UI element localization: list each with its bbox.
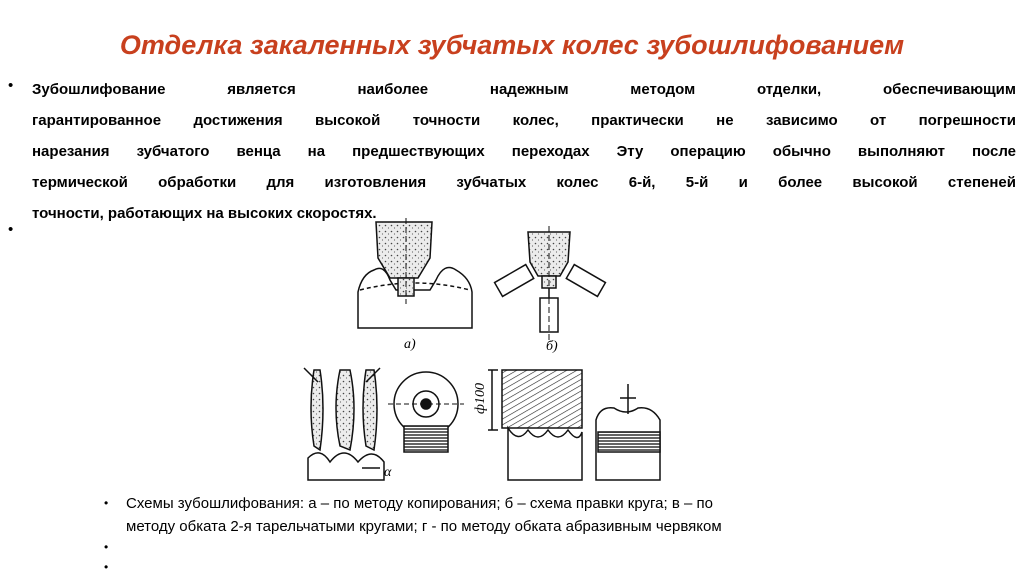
figure-v-alpha-label: α bbox=[384, 465, 392, 480]
paragraph-line: Зубошлифование является наиболее надежным методом отделки, обеспечивающим bbox=[32, 81, 1016, 98]
main-paragraph bbox=[32, 74, 1016, 229]
figure-a bbox=[358, 218, 472, 328]
figure-g-section bbox=[596, 384, 660, 480]
paragraph-line: гарантированное достижения высокой точности колес, практически не зависимо от погрешности bbox=[32, 112, 1016, 129]
bullet-icon: • bbox=[8, 77, 14, 94]
caption-bullet-icon: • bbox=[104, 496, 109, 510]
figure-b-label: б) bbox=[546, 339, 558, 354]
paragraph-line: термической обработки для изготовления зубчатых колес 6-й, 5-й и более высокой степеней bbox=[32, 174, 1016, 191]
figure-caption bbox=[104, 492, 924, 538]
empty-bullet-icon: • bbox=[8, 221, 14, 238]
caption-line: Схемы зубошлифования: а – по методу копирования; б – схема правки круга; в – по bbox=[126, 495, 713, 512]
grinding-schemes-figure bbox=[300, 218, 680, 490]
paragraph-line: нарезания зубчатого венца на предшествующих переходах Эту операцию обычно выполняют после bbox=[32, 143, 1016, 160]
slide-title: Отделка закаленных зубчатых колес зубошлифованием bbox=[119, 30, 905, 60]
figure-b bbox=[495, 226, 606, 342]
figure-g-dimension-label: ф100 bbox=[473, 383, 488, 414]
paragraph-line: точности, работающих на высоких скоростях. bbox=[32, 205, 377, 222]
caption-line: методу обката 2-я тарельчатыми кругами; г - по методу обката абразивным червяком bbox=[126, 518, 722, 535]
figure-a-label: а) bbox=[404, 337, 416, 352]
empty-bullet-icon: • bbox=[104, 560, 109, 574]
figure-v-side bbox=[388, 372, 464, 452]
figure-v bbox=[304, 368, 384, 480]
main-bullet bbox=[8, 74, 1016, 229]
figure-g-worm bbox=[488, 370, 582, 480]
empty-bullet-icon: • bbox=[104, 540, 109, 554]
